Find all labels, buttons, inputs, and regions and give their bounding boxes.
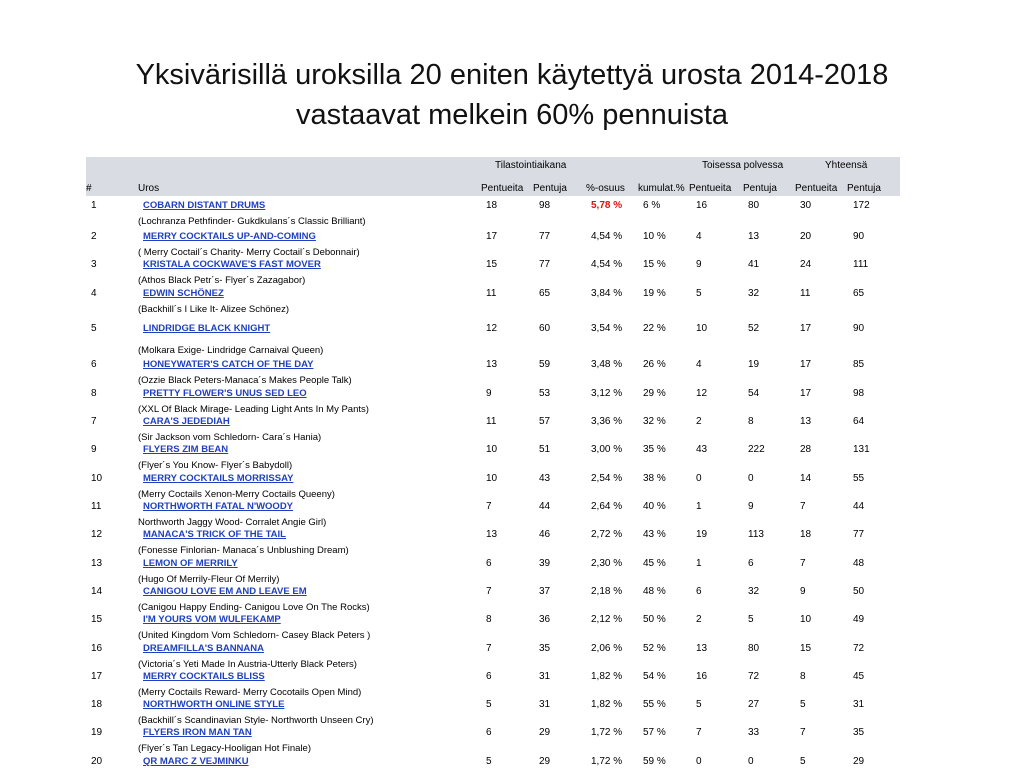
- row-number: 11: [91, 501, 102, 512]
- row-total-puppies: 72: [853, 643, 865, 654]
- row-second-gen-litters: 12: [696, 388, 708, 399]
- row-cumulative: 55 %: [643, 699, 666, 710]
- row-total-puppies: 172: [853, 200, 870, 211]
- row-cumulative: 26 %: [643, 359, 666, 370]
- sire-parents: (Backhill´s I Like It- Alizee Schönez): [138, 304, 290, 315]
- row-puppies: 77: [539, 259, 551, 270]
- row-cumulative: 6 %: [643, 200, 661, 211]
- sire-parents: ( Merry Coctail´s Charity- Merry Coctail´s Debonnair): [138, 247, 360, 258]
- row-puppies: 35: [539, 643, 551, 654]
- row-second-gen-litters: 19: [696, 529, 708, 540]
- row-cumulative: 22 %: [643, 323, 666, 334]
- row-number: 20: [91, 756, 103, 767]
- row-litters: 12: [486, 323, 498, 334]
- row-share: 1,82 %: [591, 671, 623, 682]
- row-share: 2,64 %: [591, 501, 623, 512]
- row-second-gen-litters: 4: [696, 359, 702, 370]
- row-total-litters: 24: [800, 259, 812, 270]
- row-second-gen-puppies: 9: [748, 501, 754, 512]
- row-second-gen-puppies: 33: [748, 727, 760, 738]
- group-header-registration: Tilastointiaikana: [495, 160, 567, 171]
- sire-parents: (Hugo Of Merrily-Fleur Of Merrily): [138, 574, 280, 585]
- row-puppies: 65: [539, 288, 551, 299]
- row-second-gen-puppies: 52: [748, 323, 760, 334]
- row-total-puppies: 44: [853, 501, 865, 512]
- row-total-litters: 7: [800, 727, 806, 738]
- sire-link[interactable]: LINDRIDGE BLACK KNIGHT: [143, 323, 271, 334]
- sire-parents: (Flyer´s You Know- Flyer´s Babydoll): [138, 460, 293, 471]
- row-total-puppies: 85: [853, 359, 865, 370]
- row-total-puppies: 90: [853, 231, 865, 242]
- row-litters: 6: [486, 671, 492, 682]
- row-second-gen-litters: 2: [696, 416, 702, 427]
- row-total-litters: 7: [800, 501, 806, 512]
- row-second-gen-puppies: 54: [748, 388, 760, 399]
- page-title: [0, 55, 1024, 135]
- row-share: 3,00 %: [591, 444, 623, 455]
- row-puppies: 37: [539, 586, 551, 597]
- row-cumulative: 19 %: [643, 288, 666, 299]
- row-share: 3,36 %: [591, 416, 623, 427]
- row-number: 5: [91, 323, 97, 334]
- sire-parents: (Athos Black Petr´s- Flyer´s Zazagabor): [138, 275, 306, 286]
- sire-parents: (Molkara Exige- Lindridge Carnaival Queen): [138, 345, 324, 356]
- sire-parents: (Merry Coctails Xenon-Merry Coctails Queeny): [138, 489, 335, 500]
- row-number: 17: [91, 671, 103, 682]
- row-puppies: 60: [539, 323, 551, 334]
- row-second-gen-puppies: 80: [748, 200, 760, 211]
- row-total-puppies: 35: [853, 727, 865, 738]
- row-second-gen-puppies: 19: [748, 359, 760, 370]
- row-second-gen-litters: 6: [696, 586, 702, 597]
- row-number: 18: [91, 699, 103, 710]
- row-number: 15: [91, 614, 103, 625]
- row-puppies: 43: [539, 473, 551, 484]
- row-puppies: 51: [539, 444, 551, 455]
- row-second-gen-litters: 10: [696, 323, 708, 334]
- sire-parents: (Victoria´s Yeti Made In Austria-Utterly Black Peters): [138, 659, 357, 670]
- row-total-litters: 17: [800, 388, 812, 399]
- row-litters: 5: [486, 699, 492, 710]
- row-puppies: 59: [539, 359, 551, 370]
- column-header-share: %-osuus: [586, 183, 625, 194]
- sire-parents: (Ozzie Black Peters-Manaca´s Makes People Talk): [138, 375, 352, 386]
- column-header-cumulative: kumulat.%: [638, 183, 685, 194]
- row-cumulative: 35 %: [643, 444, 666, 455]
- row-second-gen-litters: 1: [696, 558, 702, 569]
- column-header-total-puppies: Pentuja: [847, 183, 881, 194]
- row-total-puppies: 49: [853, 614, 865, 625]
- sire-parents: (Lochranza Pethfinder- Gukdkulans´s Classic Brilliant): [138, 216, 366, 227]
- sire-link[interactable]: COBARN DISTANT DRUMS: [143, 200, 266, 211]
- row-total-puppies: 48: [853, 558, 865, 569]
- title-line-2: vastaavat melkein 60% pennuista: [295, 99, 729, 131]
- sire-link[interactable]: CANIGOU LOVE EM AND LEAVE EM: [143, 586, 307, 597]
- row-cumulative: 38 %: [643, 473, 666, 484]
- row-share: 4,54 %: [591, 259, 623, 270]
- sire-parents: (Backhill´s Scandinavian Style- Northworth Unseen Cry): [138, 715, 374, 726]
- row-cumulative: 59 %: [643, 756, 666, 767]
- row-total-puppies: 65: [853, 288, 865, 299]
- row-cumulative: 15 %: [643, 259, 666, 270]
- row-number: 2: [91, 231, 97, 242]
- row-second-gen-litters: 1: [696, 501, 702, 512]
- row-second-gen-puppies: 27: [748, 699, 760, 710]
- row-second-gen-puppies: 32: [748, 288, 760, 299]
- row-total-puppies: 77: [853, 529, 865, 540]
- row-cumulative: 10 %: [643, 231, 666, 242]
- row-number: 6: [91, 359, 97, 370]
- column-header-sire: Uros: [138, 183, 160, 194]
- row-cumulative: 32 %: [643, 416, 666, 427]
- row-second-gen-litters: 16: [696, 200, 708, 211]
- row-second-gen-puppies: 32: [748, 586, 760, 597]
- sire-link[interactable]: MERRY COCKTAILS MORRISSAY: [143, 473, 294, 484]
- row-second-gen-puppies: 13: [748, 231, 760, 242]
- row-number: 3: [91, 259, 97, 270]
- row-total-litters: 20: [800, 231, 812, 242]
- row-total-litters: 5: [800, 756, 806, 767]
- row-second-gen-puppies: 5: [748, 614, 754, 625]
- row-second-gen-puppies: 222: [748, 444, 765, 455]
- row-second-gen-puppies: 72: [748, 671, 760, 682]
- row-share: 1,72 %: [591, 727, 623, 738]
- row-puppies: 53: [539, 388, 551, 399]
- sire-link[interactable]: KRISTALA COCKWAVE'S FAST MOVER: [143, 259, 321, 270]
- row-second-gen-litters: 16: [696, 671, 708, 682]
- column-header-puppies: Pentuja: [533, 183, 567, 194]
- sire-link[interactable]: MERRY COCKTAILS UP-AND-COMING: [143, 231, 316, 242]
- row-litters: 13: [486, 529, 498, 540]
- sire-link[interactable]: MERRY COCKTAILS BLISS: [143, 671, 265, 682]
- row-second-gen-litters: 5: [696, 699, 702, 710]
- row-second-gen-puppies: 8: [748, 416, 754, 427]
- row-litters: 10: [486, 444, 498, 455]
- row-share: 3,54 %: [591, 323, 623, 334]
- sire-parents: (Merry Coctails Reward- Merry Cocotails Open Mind): [138, 687, 362, 698]
- row-total-puppies: 29: [853, 756, 865, 767]
- row-litters: 9: [486, 388, 492, 399]
- row-share: 1,72 %: [591, 756, 623, 767]
- sire-link[interactable]: EDWIN SCHÖNEZ: [143, 288, 224, 299]
- row-total-litters: 18: [800, 529, 812, 540]
- row-total-puppies: 90: [853, 323, 865, 334]
- row-puppies: 31: [539, 671, 551, 682]
- sire-link[interactable]: NORTHWORTH ONLINE STYLE: [143, 699, 285, 710]
- sire-parents: Northworth Jaggy Wood- Corralet Angie Girl): [138, 517, 327, 528]
- group-header-total: Yhteensä: [825, 160, 868, 171]
- row-share: 2,06 %: [591, 643, 623, 654]
- row-number: 13: [91, 558, 103, 569]
- row-total-litters: 5: [800, 699, 806, 710]
- sire-link[interactable]: FLYERS ZIM BEAN: [143, 444, 229, 455]
- row-second-gen-puppies: 6: [748, 558, 754, 569]
- sire-link[interactable]: DREAMFILLA'S BANNANA: [143, 643, 264, 654]
- row-share: 1,82 %: [591, 699, 623, 710]
- row-cumulative: 54 %: [643, 671, 666, 682]
- row-second-gen-puppies: 41: [748, 259, 760, 270]
- row-second-gen-puppies: 0: [748, 473, 754, 484]
- row-puppies: 29: [539, 727, 551, 738]
- row-share: 2,12 %: [591, 614, 623, 625]
- row-litters: 7: [486, 643, 492, 654]
- row-total-litters: 13: [800, 416, 812, 427]
- row-total-litters: 7: [800, 558, 806, 569]
- sire-parents: (Canigou Happy Ending- Canigou Love On The Rocks): [138, 602, 370, 613]
- sire-link[interactable]: I'M YOURS VOM WULFEKAMP: [143, 614, 281, 625]
- row-puppies: 36: [539, 614, 551, 625]
- row-cumulative: 57 %: [643, 727, 666, 738]
- row-total-litters: 15: [800, 643, 812, 654]
- row-share: 4,54 %: [591, 231, 623, 242]
- row-total-puppies: 64: [853, 416, 865, 427]
- row-total-litters: 9: [800, 586, 806, 597]
- row-number: 14: [91, 586, 103, 597]
- row-litters: 11: [486, 416, 497, 427]
- row-second-gen-litters: 7: [696, 727, 702, 738]
- row-total-litters: 30: [800, 200, 812, 211]
- row-cumulative: 45 %: [643, 558, 666, 569]
- sire-link[interactable]: CARA'S JEDEDIAH: [143, 416, 230, 427]
- row-total-litters: 11: [800, 288, 811, 299]
- row-second-gen-puppies: 0: [748, 756, 754, 767]
- column-header-litters: Pentueita: [481, 183, 524, 194]
- row-number: 7: [91, 416, 97, 427]
- sire-link[interactable]: FLYERS IRON MAN TAN: [143, 727, 252, 738]
- sire-parents: (XXL Of Black Mirage- Leading Light Ants In My Pants): [138, 404, 369, 415]
- row-litters: 8: [486, 614, 492, 625]
- row-share: 3,84 %: [591, 288, 623, 299]
- row-puppies: 44: [539, 501, 551, 512]
- row-share: 2,72 %: [591, 529, 623, 540]
- row-litters: 7: [486, 501, 492, 512]
- row-total-puppies: 45: [853, 671, 865, 682]
- column-header-second-gen-litters: Pentueita: [689, 183, 732, 194]
- row-number: 10: [91, 473, 103, 484]
- row-share: 2,18 %: [591, 586, 623, 597]
- row-number: 19: [91, 727, 103, 738]
- row-puppies: 98: [539, 200, 551, 211]
- row-litters: 6: [486, 727, 492, 738]
- sire-link[interactable]: QR MARC Z VEJMINKU: [143, 756, 249, 767]
- row-puppies: 57: [539, 416, 551, 427]
- row-share: 5,78 %: [591, 200, 623, 211]
- row-cumulative: 52 %: [643, 643, 666, 654]
- row-total-puppies: 98: [853, 388, 865, 399]
- sire-parents: (United Kingdom Vom Schledorn- Casey Black Peters ): [138, 630, 371, 641]
- row-share: 3,48 %: [591, 359, 623, 370]
- row-second-gen-puppies: 113: [748, 529, 764, 540]
- row-total-litters: 17: [800, 359, 812, 370]
- row-puppies: 31: [539, 699, 551, 710]
- sire-parents: (Flyer´s Tan Legacy-Hooligan Hot Finale): [138, 743, 312, 754]
- row-number: 9: [91, 444, 97, 455]
- row-total-puppies: 131: [853, 444, 870, 455]
- row-litters: 6: [486, 558, 492, 569]
- sire-parents: (Fonesse Finlorian- Manaca´s Unblushing Dream): [138, 545, 349, 556]
- row-cumulative: 48 %: [643, 586, 666, 597]
- row-number: 4: [91, 288, 97, 299]
- row-cumulative: 40 %: [643, 501, 666, 512]
- row-share: 2,30 %: [591, 558, 623, 569]
- row-share: 2,54 %: [591, 473, 623, 484]
- sire-link[interactable]: PRETTY FLOWER'S UNUS SED LEO: [143, 388, 307, 399]
- row-number: 16: [91, 643, 103, 654]
- row-number: 1: [91, 200, 97, 211]
- row-litters: 15: [486, 259, 498, 270]
- row-second-gen-litters: 5: [696, 288, 702, 299]
- row-total-litters: 8: [800, 671, 806, 682]
- row-litters: 17: [486, 231, 498, 242]
- row-litters: 13: [486, 359, 498, 370]
- row-second-gen-puppies: 80: [748, 643, 760, 654]
- row-litters: 18: [486, 200, 498, 211]
- row-puppies: 77: [539, 231, 551, 242]
- row-cumulative: 43 %: [643, 529, 666, 540]
- row-second-gen-litters: 2: [696, 614, 702, 625]
- row-litters: 10: [486, 473, 498, 484]
- row-second-gen-litters: 9: [696, 259, 702, 270]
- row-cumulative: 29 %: [643, 388, 666, 399]
- row-cumulative: 50 %: [643, 614, 666, 625]
- row-second-gen-litters: 0: [696, 473, 702, 484]
- row-total-litters: 14: [800, 473, 812, 484]
- row-number: 12: [91, 529, 103, 540]
- sire-link[interactable]: HONEYWATER'S CATCH OF THE DAY: [143, 359, 314, 370]
- row-litters: 7: [486, 586, 492, 597]
- row-puppies: 29: [539, 756, 551, 767]
- row-second-gen-litters: 4: [696, 231, 702, 242]
- sire-parents: (Sir Jackson vom Schledorn- Cara´s Hania): [138, 432, 322, 443]
- row-second-gen-litters: 0: [696, 756, 702, 767]
- row-puppies: 39: [539, 558, 551, 569]
- sire-link[interactable]: NORTHWORTH FATAL N'WOODY: [143, 501, 294, 512]
- column-header-total-litters: Pentueita: [795, 183, 838, 194]
- row-share: 3,12 %: [591, 388, 623, 399]
- row-total-puppies: 31: [853, 699, 865, 710]
- row-puppies: 46: [539, 529, 551, 540]
- row-total-puppies: 111: [853, 259, 869, 270]
- row-litters: 5: [486, 756, 492, 767]
- row-second-gen-litters: 13: [696, 643, 708, 654]
- row-second-gen-litters: 43: [696, 444, 708, 455]
- title-line-1: Yksivärisillä uroksilla 20 eniten käytettyä urosta 2014-2018: [135, 59, 889, 91]
- sire-link[interactable]: LEMON OF MERRILY: [143, 558, 238, 569]
- row-total-puppies: 55: [853, 473, 865, 484]
- row-total-litters: 10: [800, 614, 812, 625]
- row-total-puppies: 50: [853, 586, 865, 597]
- group-header-second-generation: Toisessa polvessa: [702, 160, 784, 171]
- row-total-litters: 28: [800, 444, 812, 455]
- row-litters: 11: [486, 288, 497, 299]
- row-number: 8: [91, 388, 97, 399]
- sire-link[interactable]: MANACA'S TRICK OF THE TAIL: [143, 529, 286, 540]
- row-total-litters: 17: [800, 323, 812, 334]
- column-header-second-gen-puppies: Pentuja: [743, 183, 777, 194]
- column-header-number: #: [86, 183, 92, 194]
